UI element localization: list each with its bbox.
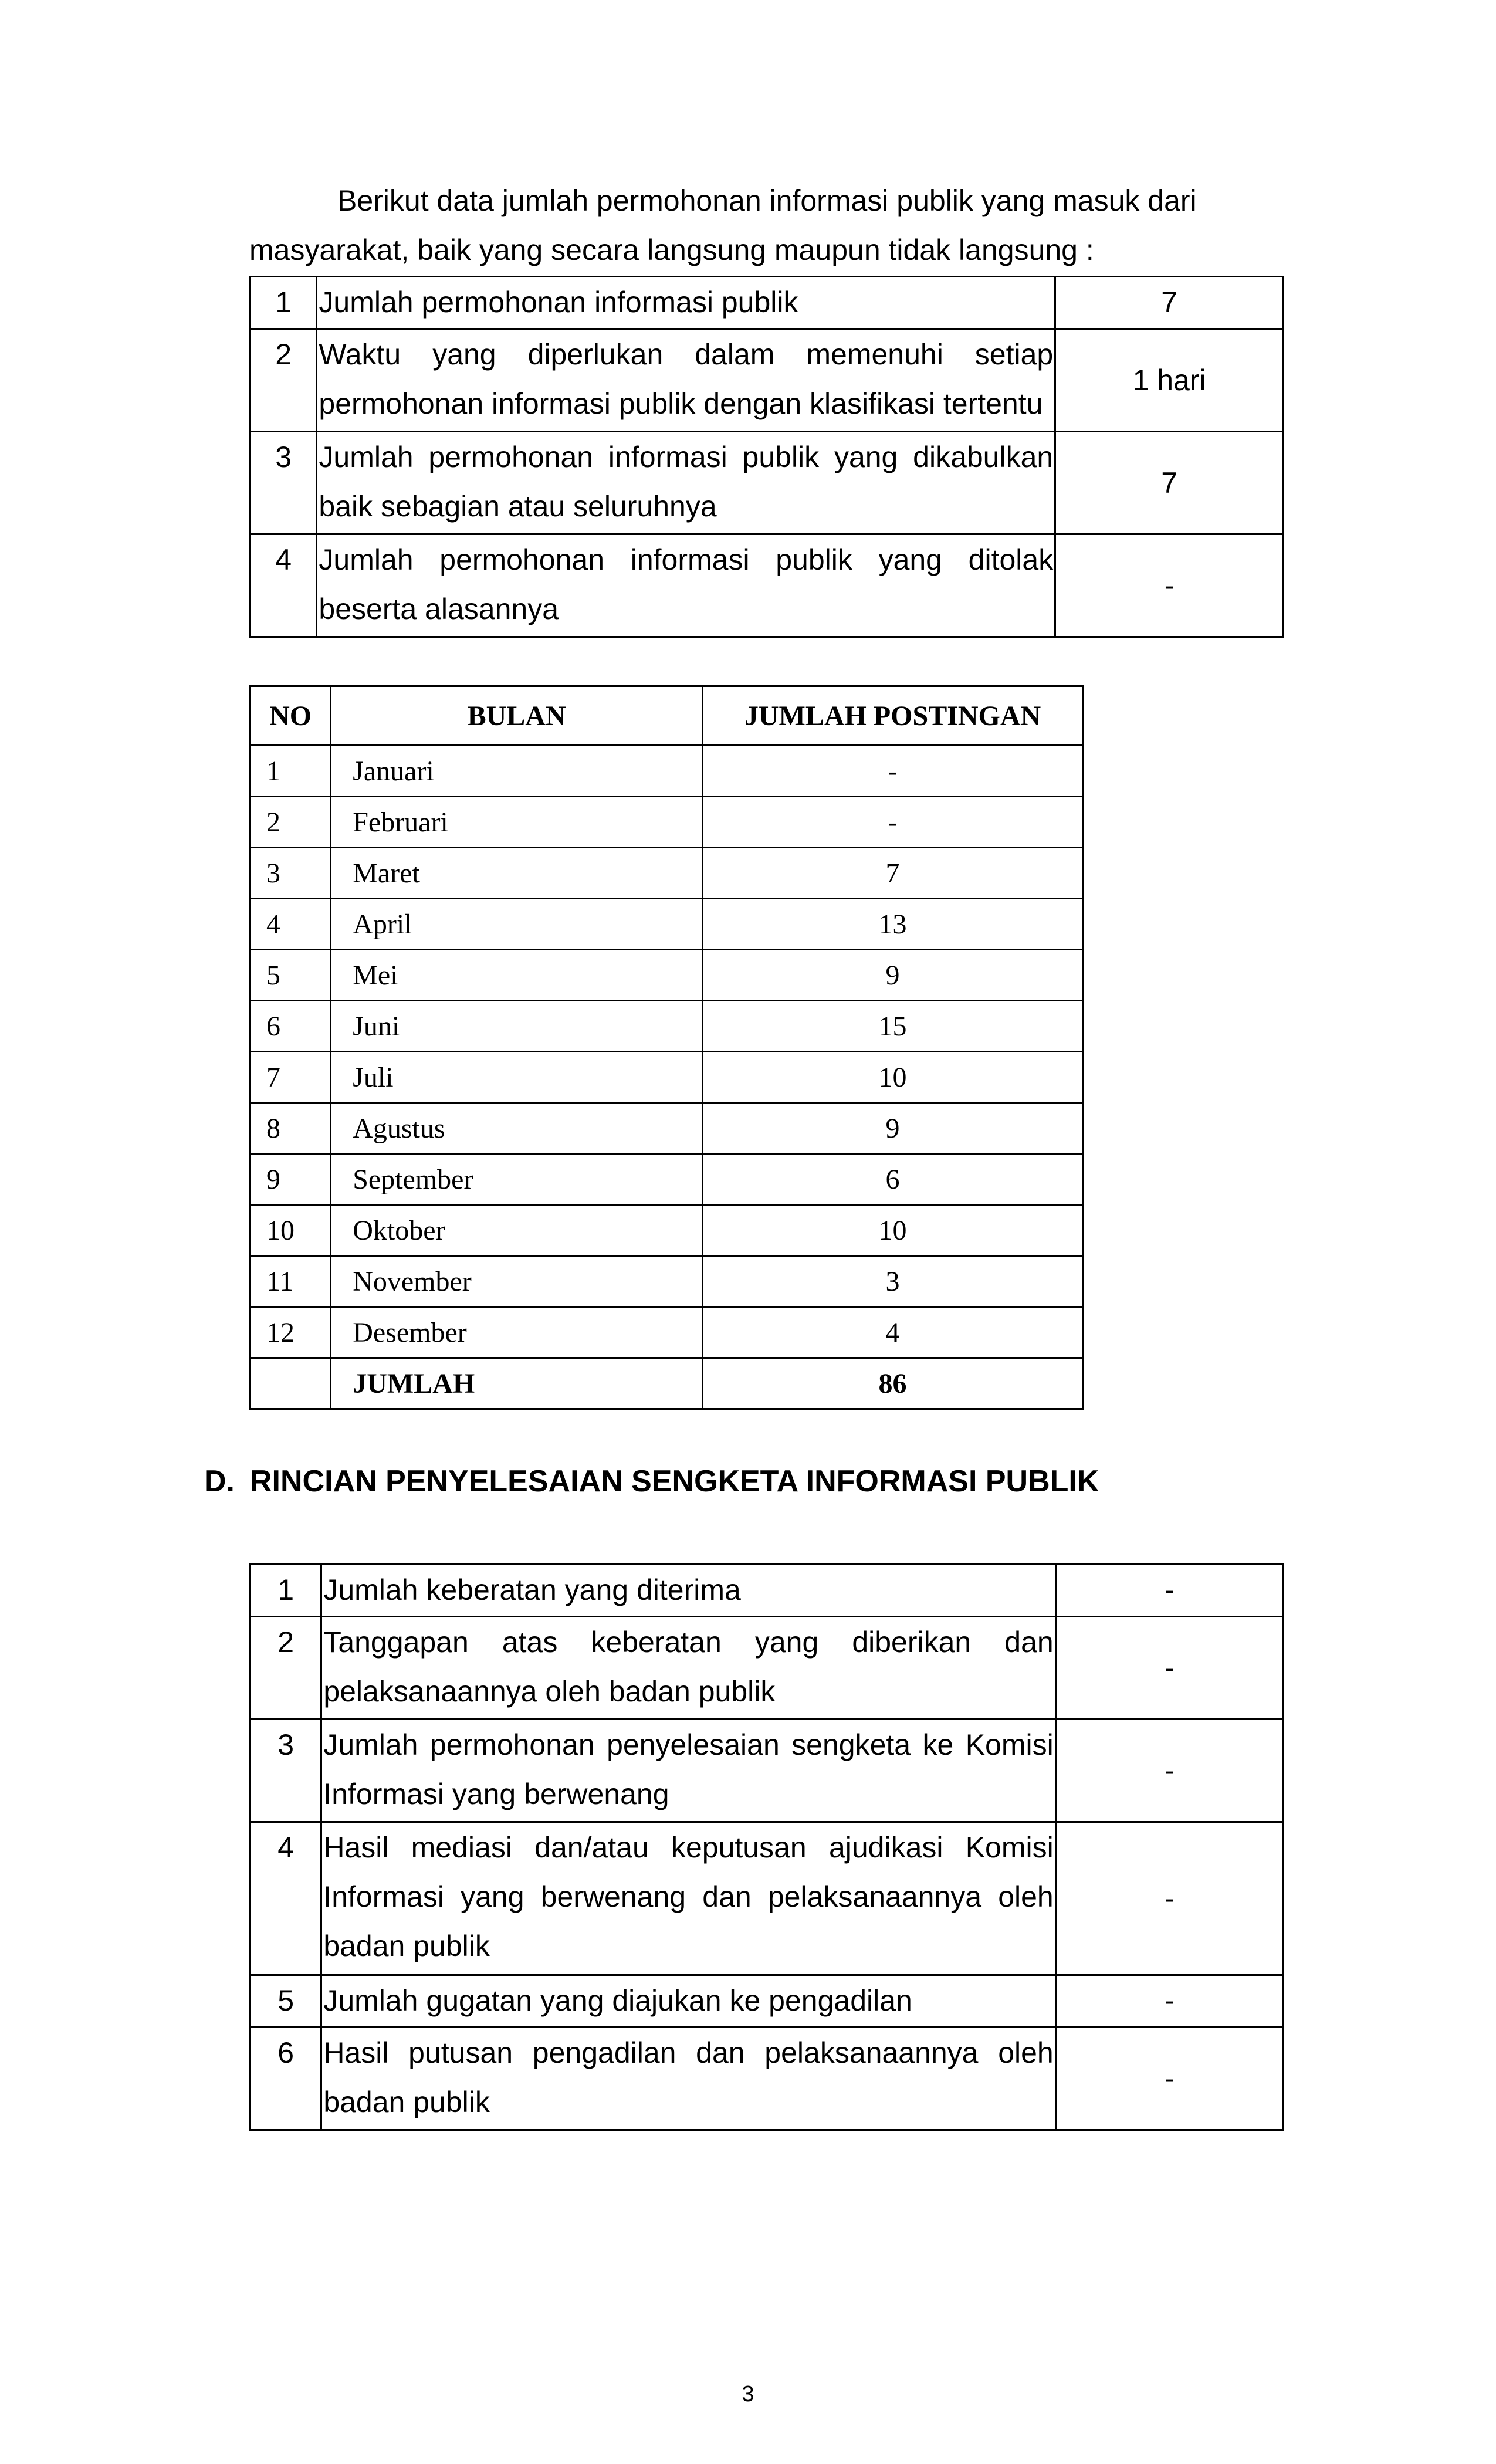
month-name: Februari [331, 797, 703, 848]
dispute-resolution-table [249, 1563, 1284, 2131]
table-row [251, 1617, 1284, 1720]
table-header-row [251, 686, 1083, 746]
posting-count: 9 [703, 950, 1083, 1001]
month-name: Agustus [331, 1103, 703, 1154]
month-name: April [331, 899, 703, 950]
row-description [321, 1565, 1055, 1617]
row-value: - [1055, 1975, 1283, 2028]
table-row [251, 899, 1083, 950]
row-number: 4 [251, 1822, 321, 1975]
month-number: 12 [251, 1307, 331, 1358]
month-name: Desember [331, 1307, 703, 1358]
table-row [251, 2028, 1284, 2130]
table-row [251, 1975, 1284, 2028]
table-row [251, 329, 1284, 432]
total-row [251, 1358, 1083, 1409]
section-letter: D. [204, 1464, 235, 1498]
row-description [321, 1975, 1055, 2028]
table-row [251, 1256, 1083, 1307]
posting-count: 9 [703, 1103, 1083, 1154]
month-name: Maret [331, 848, 703, 899]
description-line: Informasi yang berwenang [323, 1778, 669, 1810]
month-number: 5 [251, 950, 331, 1001]
table-row [251, 1565, 1284, 1617]
header-no: NO [251, 686, 331, 746]
month-number: 7 [251, 1052, 331, 1103]
row-value: 7 [1055, 432, 1284, 534]
table-row [251, 277, 1284, 329]
description-line: Waktu yang diperlukan dalam memenuhi setiap [319, 338, 1054, 371]
description-line: badan publik [323, 2086, 490, 2118]
monthly-posting-table [249, 685, 1084, 1410]
description-line: Hasil putusan pengadilan dan pelaksanaannya oleh [323, 2036, 1054, 2069]
month-number: 2 [251, 797, 331, 848]
posting-count: - [703, 797, 1083, 848]
description-line: Jumlah gugatan yang diajukan ke pengadilan [323, 1984, 912, 2017]
description-line: Jumlah permohonan informasi publik [319, 286, 798, 319]
posting-count: 10 [703, 1052, 1083, 1103]
intro-paragraph [249, 176, 1282, 275]
row-description [317, 329, 1055, 432]
posting-count: 3 [703, 1256, 1083, 1307]
section-heading [204, 1461, 1099, 1502]
posting-count: 15 [703, 1001, 1083, 1052]
table-row [251, 950, 1083, 1001]
table-row [251, 1154, 1083, 1205]
table-row [251, 1052, 1083, 1103]
row-description [317, 534, 1055, 637]
row-number: 3 [251, 432, 317, 534]
description-line: permohonan informasi publik dengan klasifikasi tertentu [319, 387, 1043, 420]
row-description [317, 277, 1055, 329]
posting-count: 6 [703, 1154, 1083, 1205]
description-line: Tanggapan atas keberatan yang diberikan dan [323, 1626, 1054, 1659]
month-name: September [331, 1154, 703, 1205]
monthly-posting-body [251, 746, 1083, 1409]
table-row [251, 534, 1284, 637]
intro-line-2: masyarakat, baik yang secara langsung maupun tidak langsung : [249, 233, 1094, 266]
intro-line-1: Berikut data jumlah permohonan informasi publik yang masuk dari [337, 184, 1197, 217]
row-description [321, 1822, 1055, 1975]
section-title: RINCIAN PENYELESAIAN SENGKETA INFORMASI PUBLIK [250, 1464, 1099, 1498]
month-number: 1 [251, 746, 331, 797]
row-number: 1 [251, 277, 317, 329]
description-line: baik sebagian atau seluruhnya [319, 490, 717, 523]
row-description [321, 1720, 1055, 1822]
posting-count: 7 [703, 848, 1083, 899]
month-name: November [331, 1256, 703, 1307]
posting-count: 10 [703, 1205, 1083, 1256]
month-number: 11 [251, 1256, 331, 1307]
table-row [251, 1001, 1083, 1052]
info-request-summary-table [249, 276, 1284, 638]
row-description [321, 1617, 1055, 1720]
header-bulan: BULAN [331, 686, 703, 746]
description-line: Jumlah keberatan yang diterima [323, 1573, 741, 1606]
month-name: Juli [331, 1052, 703, 1103]
posting-count: 4 [703, 1307, 1083, 1358]
month-number: 8 [251, 1103, 331, 1154]
posting-count: - [703, 746, 1083, 797]
description-line: pelaksanaannya oleh badan publik [323, 1675, 776, 1708]
header-jumlah-postingan: JUMLAH POSTINGAN [703, 686, 1083, 746]
row-number: 2 [251, 329, 317, 432]
row-number: 5 [251, 1975, 321, 2028]
total-value: 86 [703, 1358, 1083, 1409]
table-row [251, 848, 1083, 899]
row-value: - [1055, 1565, 1283, 1617]
row-description [321, 2028, 1055, 2130]
description-line: Jumlah permohonan informasi publik yang ditolak [319, 543, 1054, 576]
description-line: Jumlah permohonan penyelesaian sengketa ke Komisi [323, 1728, 1054, 1761]
description-line: Hasil mediasi dan/atau keputusan ajudikasi Komisi [323, 1831, 1054, 1864]
row-value: - [1055, 1720, 1283, 1822]
row-value: 7 [1055, 277, 1284, 329]
table-row [251, 746, 1083, 797]
table-row [251, 1822, 1284, 1975]
month-name: Januari [331, 746, 703, 797]
month-name: Oktober [331, 1205, 703, 1256]
month-number: 10 [251, 1205, 331, 1256]
table-row [251, 1307, 1083, 1358]
posting-count: 13 [703, 899, 1083, 950]
table-row [251, 1103, 1083, 1154]
table-row [251, 1720, 1284, 1822]
table-row [251, 797, 1083, 848]
row-number: 3 [251, 1720, 321, 1822]
month-name: Mei [331, 950, 703, 1001]
total-label: JUMLAH [331, 1358, 703, 1409]
row-number: 4 [251, 534, 317, 637]
description-line: badan publik [323, 1930, 490, 1962]
row-description [317, 432, 1055, 534]
table-row [251, 1205, 1083, 1256]
month-number: 3 [251, 848, 331, 899]
row-number: 1 [251, 1565, 321, 1617]
row-value: - [1055, 1822, 1283, 1975]
row-number: 2 [251, 1617, 321, 1720]
description-line: Informasi yang berwenang dan pelaksanaannya oleh [323, 1880, 1054, 1913]
month-number: 4 [251, 899, 331, 950]
table-row [251, 432, 1284, 534]
description-line: Jumlah permohonan informasi publik yang dikabulkan [319, 441, 1054, 473]
row-value: - [1055, 2028, 1283, 2130]
row-value: - [1055, 1617, 1283, 1720]
month-number: 9 [251, 1154, 331, 1205]
row-value: 1 hari [1055, 329, 1284, 432]
page-number: 3 [742, 2382, 754, 2407]
month-number: 6 [251, 1001, 331, 1052]
row-number: 6 [251, 2028, 321, 2130]
month-name: Juni [331, 1001, 703, 1052]
total-empty-cell [251, 1358, 331, 1409]
row-value: - [1055, 534, 1284, 637]
description-line: beserta alasannya [319, 593, 559, 625]
